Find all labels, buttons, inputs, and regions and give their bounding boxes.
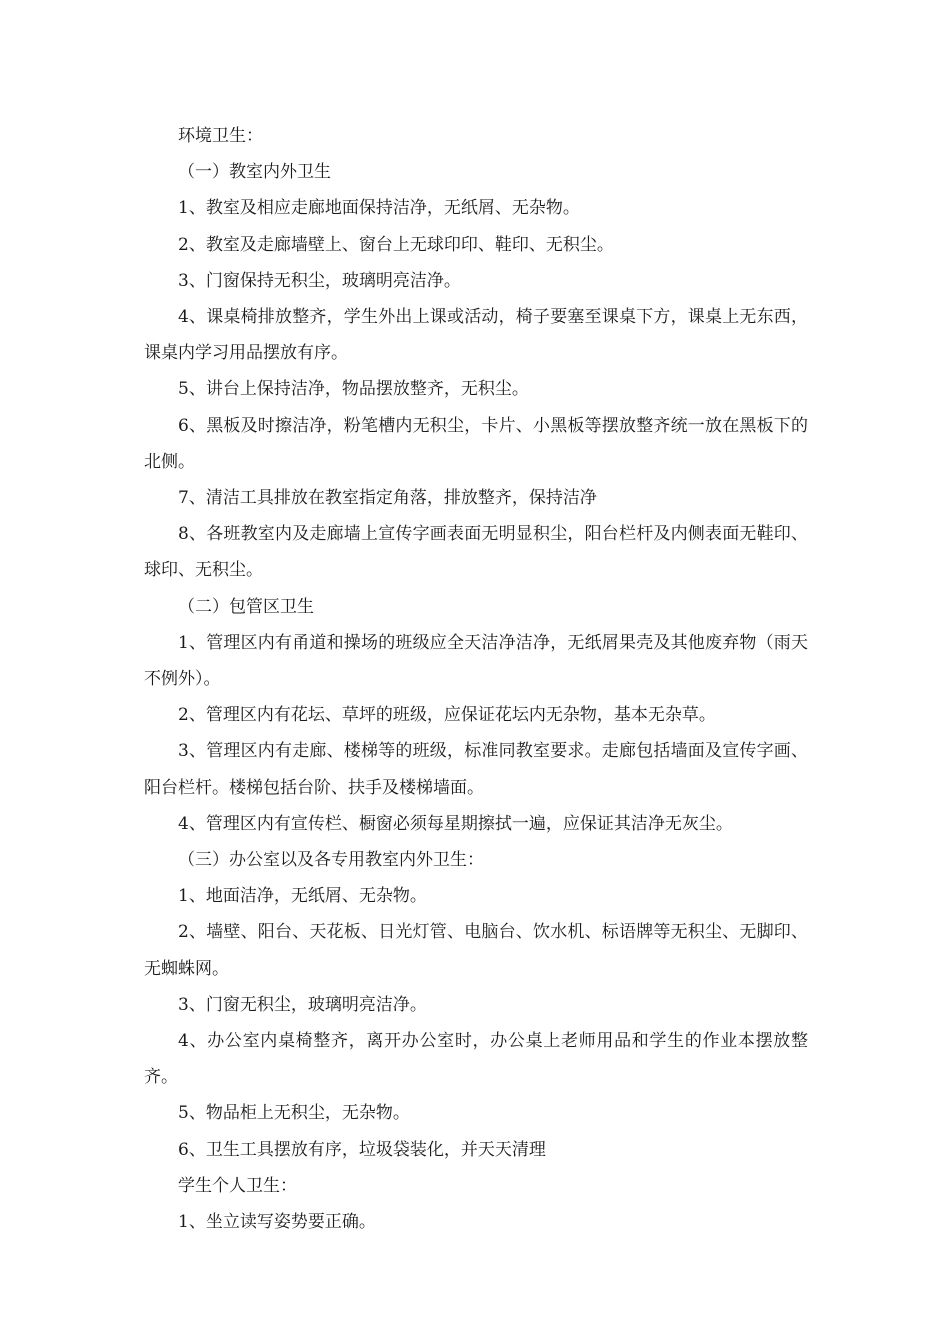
subsection-heading-office: （三）办公室以及各专用教室内外卫生： bbox=[178, 850, 484, 871]
rule-item: 2、墙壁、阳台、天花板、日光灯管、电脑台、饮水机、标语牌等无积尘、无脚印、无蜘蛛网。 bbox=[144, 922, 808, 979]
rule-item: 2、教室及走廊墙壁上、窗台上无球印印、鞋印、无积尘。 bbox=[178, 234, 614, 255]
rule-item: 1、管理区内有甬道和操场的班级应全天洁净洁净，无纸屑果壳及其他废弃物（雨天不例外）。 bbox=[144, 632, 808, 690]
rule-item: 4、管理区内有宣传栏、橱窗必须每星期擦拭一遍，应保证其洁净无灰尘。 bbox=[178, 813, 733, 834]
section-heading-environment: 环境卫生： bbox=[178, 126, 263, 146]
subsection-heading-managed-area: （二）包管区卫生 bbox=[178, 596, 314, 617]
rule-item: 5、讲台上保持洁净，物品摆放整齐，无积尘。 bbox=[178, 379, 529, 400]
rule-item: 6、卫生工具摆放有序，垃圾袋装化，并天天清理 bbox=[178, 1139, 546, 1160]
rule-item: 5、物品柜上无积尘，无杂物。 bbox=[178, 1103, 410, 1124]
rule-item: 3、门窗无积尘，玻璃明亮洁净。 bbox=[178, 994, 427, 1015]
rule-item: 3、门窗保持无积尘，玻璃明亮洁净。 bbox=[178, 270, 461, 291]
document-body bbox=[144, 118, 808, 1240]
section-heading-personal-hygiene: 学生个人卫生： bbox=[178, 1175, 297, 1196]
rule-item: 1、坐立读写姿势要正确。 bbox=[178, 1212, 376, 1233]
rule-item: 1、教室及相应走廊地面保持洁净，无纸屑、无杂物。 bbox=[178, 198, 580, 219]
rule-item: 8、各班教室内及走廊墙上宣传字画表面无明显积尘，阳台栏杆及内侧表面无鞋印、球印、无积尘。 bbox=[144, 524, 808, 581]
rule-item: 2、管理区内有花坛、草坪的班级，应保证花坛内无杂物，基本无杂草。 bbox=[178, 705, 716, 726]
rule-item: 4、办公室内桌椅整齐，离开办公室时，办公桌上老师用品和学生的作业本摆放整齐。 bbox=[144, 1031, 808, 1088]
subsection-heading-classroom: （一）教室内外卫生 bbox=[178, 162, 331, 183]
rule-item: 1、地面洁净，无纸屑、无杂物。 bbox=[178, 886, 427, 907]
rule-item: 4、课桌椅排放整齐，学生外出上课或活动，椅子要塞至课桌下方，课桌上无东西，课桌内学习用品摆放有序。 bbox=[144, 307, 808, 364]
rule-item: 7、清洁工具排放在教室指定角落，排放整齐，保持洁净 bbox=[178, 488, 597, 509]
rule-item: 6、黑板及时擦洁净，粉笔槽内无积尘，卡片、小黑板等摆放整齐统一放在黑板下的北侧。 bbox=[144, 415, 808, 472]
rule-item: 3、管理区内有走廊、楼梯等的班级，标准同教室要求。走廊包括墙面及宣传字画、阳台栏杆。楼梯包括台阶、扶手及楼梯墙面。 bbox=[144, 741, 808, 798]
